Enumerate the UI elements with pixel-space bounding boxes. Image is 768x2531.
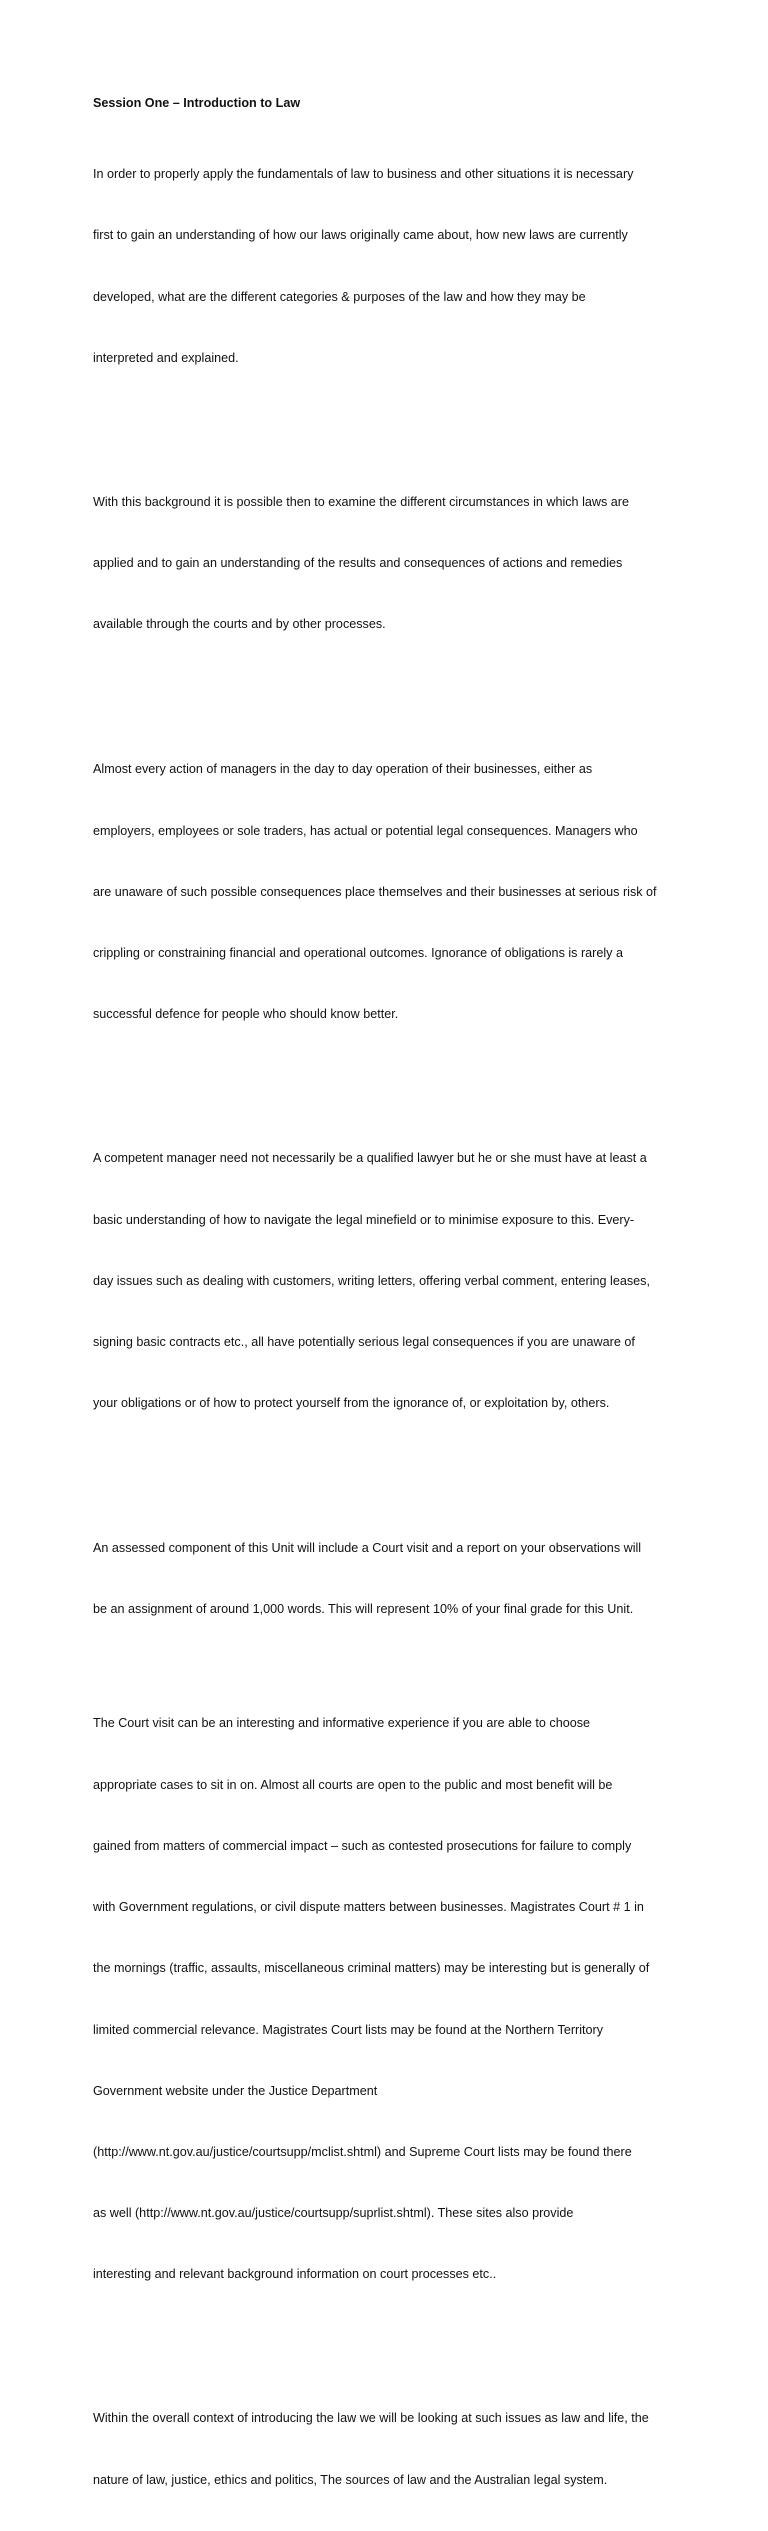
text-line: appropriate cases to sit in on. Almost all courts are open to the public and most benefit will be (93, 1777, 613, 1792)
text-line: (http://www.nt.gov.au/justice/courtsupp/mclist.shtml) and Supreme Court lists may be found there (93, 2144, 632, 2159)
paragraph-2 (93, 451, 693, 675)
text-line: are unaware of such possible consequences place themselves and their businesses at serious risk of (93, 884, 657, 899)
text-line: gained from matters of commercial impact – such as contested prosecutions for failure to comply (93, 1838, 632, 1853)
text-line: interpreted and explained. (93, 350, 239, 365)
text-line: with Government regulations, or civil dispute matters between businesses. Magistrates Court # 1 in (93, 1900, 644, 1915)
text-line: nature of law, justice, ethics and politics, The sources of law and the Australian legal system. (93, 2472, 608, 2487)
text-line: successful defence for people who should know better. (93, 1007, 399, 1022)
text-line: the mornings (traffic, assaults, miscellaneous criminal matters) may be interesting but is generally of (93, 1961, 650, 1976)
text-line: interesting and relevant background information on court processes etc.. (93, 2267, 497, 2282)
paragraph-7 (93, 2368, 693, 2531)
text-line: signing basic contracts etc., all have potentially serious legal consequences if you are unaware of (93, 1334, 635, 1349)
text-line: The Court visit can be an interesting and informative experience if you are able to choose (93, 1716, 591, 1731)
text-line: With this background it is possible then to examine the different circumstances in which laws are (93, 494, 629, 509)
text-line: limited commercial relevance. Magistrates Court lists may be found at the Northern Territory (93, 2022, 604, 2037)
paragraph-5 (93, 1497, 693, 1660)
text-line: crippling or constraining financial and operational outcomes. Ignorance of obligations is rarely a (93, 946, 623, 961)
text-line: developed, what are the different categories & purposes of the law and how they may be (93, 289, 586, 304)
paragraph-6 (93, 1673, 693, 2326)
text-line: In order to properly apply the fundamentals of law to business and other situations it is necessary (93, 167, 634, 182)
page-title: Session One – Introduction to Law (93, 96, 301, 110)
text-line: your obligations or of how to protect yourself from the ignorance of, or exploitation by, others. (93, 1396, 610, 1411)
paragraph-1 (93, 123, 693, 409)
text-line: Almost every action of managers in the day to day operation of their businesses, either as (93, 762, 593, 777)
text-line: available through the courts and by other processes. (93, 617, 386, 632)
paragraph-4 (93, 1107, 693, 1454)
text-line: basic understanding of how to navigate the legal minefield or to minimise exposure to this. Every- (93, 1212, 635, 1227)
document-body (93, 93, 693, 2531)
text-line: A competent manager need not necessarily be a qualified lawyer but he or she must have at least a (93, 1151, 647, 1166)
text-line: Government website under the Justice Department (93, 2083, 378, 2098)
text-line: as well (http://www.nt.gov.au/justice/courtsupp/suprlist.shtml). These sites also provide (93, 2206, 574, 2221)
text-line: first to gain an understanding of how our laws originally came about, how new laws are currently (93, 228, 628, 243)
text-line: applied and to gain an understanding of the results and consequences of actions and remedies (93, 556, 623, 571)
text-line: employers, employees or sole traders, has actual or potential legal consequences. Managers who (93, 823, 638, 838)
text-line: day issues such as dealing with customers, writing letters, offering verbal comment, entering leases, (93, 1273, 650, 1288)
text-line: An assessed component of this Unit will include a Court visit and a report on your observations will (93, 1541, 642, 1556)
paragraph-3 (93, 719, 693, 1066)
text-line: be an assignment of around 1,000 words. This will represent 10% of your final grade for this Unit. (93, 1602, 634, 1617)
text-line: Within the overall context of introducing the law we will be looking at such issues as law and life, the (93, 2411, 649, 2426)
